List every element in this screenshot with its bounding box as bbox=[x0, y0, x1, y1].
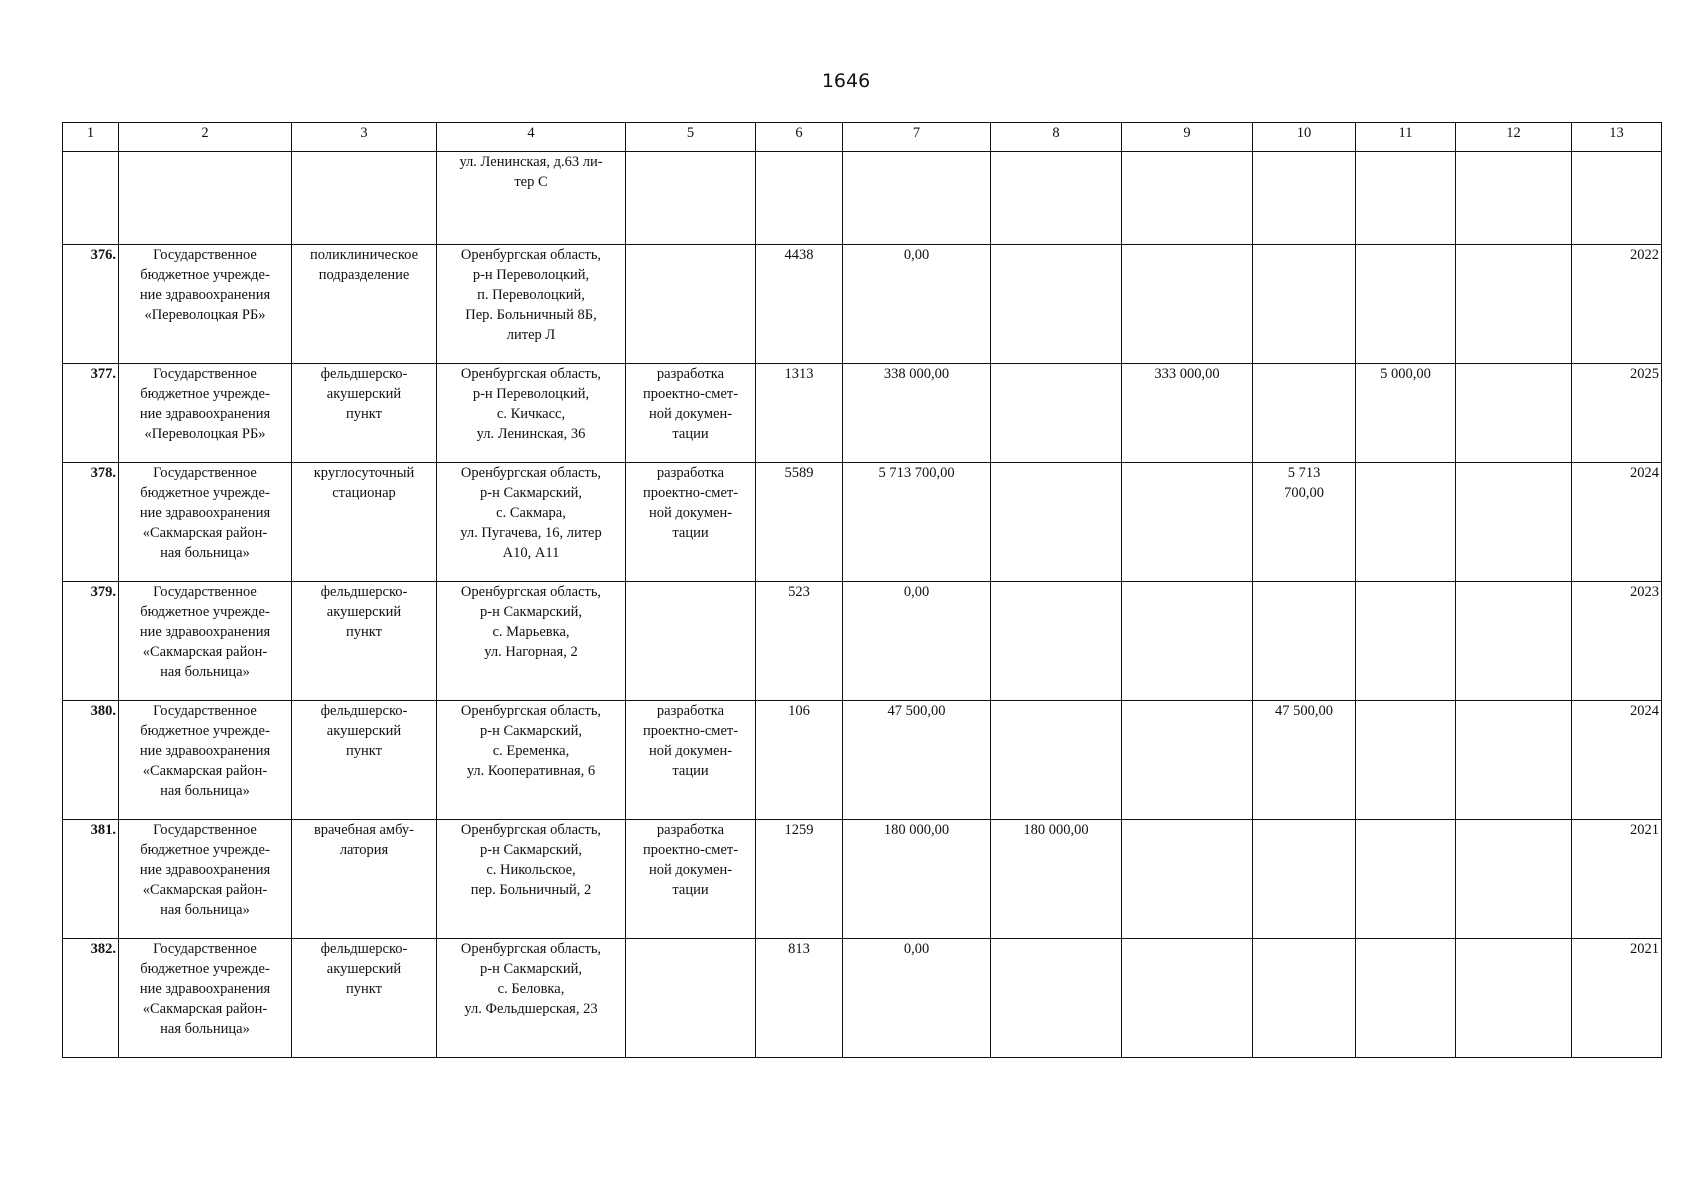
address-line: с. Никольское, bbox=[486, 862, 576, 878]
amount-col9-cell bbox=[1122, 245, 1253, 364]
facility-type-line: фельдшерско- bbox=[320, 703, 408, 719]
address-line: р-н Переволоцкий, bbox=[472, 386, 590, 402]
organization-cell bbox=[119, 939, 292, 1058]
address-line: Оренбургская область, bbox=[460, 822, 602, 838]
year-cell: 2023 bbox=[1572, 582, 1662, 701]
address-line: литер Л bbox=[506, 327, 556, 343]
address-cell bbox=[437, 245, 626, 364]
table-row bbox=[63, 582, 1662, 701]
address-cell bbox=[437, 463, 626, 582]
organization-line: ная больница» bbox=[160, 902, 250, 918]
organization-line: Государственное bbox=[153, 247, 257, 263]
organization-line: бюджетное учрежде- bbox=[140, 485, 270, 501]
facility-type-cell bbox=[292, 245, 437, 364]
amount-col9-cell bbox=[1122, 582, 1253, 701]
address-line: р-н Сакмарский, bbox=[479, 485, 582, 501]
row-number: 379. bbox=[63, 582, 119, 701]
organization-line: «Сакмарская район- bbox=[142, 882, 268, 898]
amount-col10-cell bbox=[1253, 701, 1356, 820]
organization-line: ная больница» bbox=[160, 664, 250, 680]
year-cell: 2025 bbox=[1572, 364, 1662, 463]
amount-col11-cell bbox=[1356, 463, 1456, 582]
amount-col9-cell bbox=[1122, 939, 1253, 1058]
organization-cell bbox=[119, 582, 292, 701]
address-line: с. Сакмара, bbox=[496, 505, 566, 521]
amount-col8-cell bbox=[991, 701, 1122, 820]
amount-col11-cell bbox=[1356, 701, 1456, 820]
facility-type-line: пункт bbox=[346, 406, 382, 422]
work-type-line: ной докумен- bbox=[648, 862, 733, 878]
total-amount-cell: 0,00 bbox=[843, 582, 991, 701]
facility-type-line: акушерский bbox=[326, 723, 402, 739]
facility-type-line: фельдшерско- bbox=[320, 366, 408, 382]
amount-col10-line: 47 500,00 bbox=[1275, 703, 1333, 719]
column-header: 6 bbox=[756, 123, 843, 152]
amount-col12-cell bbox=[1456, 939, 1572, 1058]
work-type-cell bbox=[626, 939, 756, 1058]
row-number: 381. bbox=[63, 820, 119, 939]
address-line: р-н Сакмарский, bbox=[479, 604, 582, 620]
amount-col12-cell bbox=[1456, 364, 1572, 463]
row-number: 376. bbox=[63, 245, 119, 364]
amount-col9-cell bbox=[1122, 701, 1253, 820]
address-line: с. Марьевка, bbox=[492, 624, 570, 640]
address-line: ул. Нагорная, 2 bbox=[484, 644, 578, 660]
amount-col10-cell bbox=[1253, 364, 1356, 463]
work-type-line: ной докумен- bbox=[648, 406, 733, 422]
amount-col8-cell bbox=[991, 245, 1122, 364]
address-line: ул. Фельдшерская, 23 bbox=[464, 1001, 598, 1017]
area-cell: 5589 bbox=[756, 463, 843, 582]
table-row bbox=[63, 364, 1662, 463]
organization-line: Государственное bbox=[153, 822, 257, 838]
year-cell: 2022 bbox=[1572, 245, 1662, 364]
total-amount-cell: 5 713 700,00 bbox=[843, 463, 991, 582]
address-cell bbox=[437, 152, 626, 245]
amount-col12-cell bbox=[1456, 701, 1572, 820]
amount-col11-cell bbox=[1356, 939, 1456, 1058]
continuation-row bbox=[63, 152, 1662, 245]
row-number: 380. bbox=[63, 701, 119, 820]
total-amount-cell: 47 500,00 bbox=[843, 701, 991, 820]
organization-line: «Сакмарская район- bbox=[142, 763, 268, 779]
row-number: 382. bbox=[63, 939, 119, 1058]
facility-type-line: фельдшерско- bbox=[320, 941, 408, 957]
address-line: А10, А11 bbox=[502, 545, 560, 561]
address-line: Оренбургская область, bbox=[460, 584, 602, 600]
total-amount-cell: 180 000,00 bbox=[843, 820, 991, 939]
amount-col10-cell bbox=[1253, 245, 1356, 364]
organization-line: ние здравоохранения bbox=[139, 862, 271, 878]
work-type-line: ной докумен- bbox=[648, 505, 733, 521]
organization-line: «Сакмарская район- bbox=[142, 525, 268, 541]
organization-line: ная больница» bbox=[160, 1021, 250, 1037]
work-type-cell bbox=[626, 463, 756, 582]
address-line: Оренбургская область, bbox=[460, 366, 602, 382]
amount-col9-cell: 333 000,00 bbox=[1122, 364, 1253, 463]
facility-type-line: поликлиническое bbox=[309, 247, 419, 263]
facility-type-line: круглосуточный bbox=[313, 465, 415, 481]
amount-col12-cell bbox=[1456, 463, 1572, 582]
organization-line: Государственное bbox=[153, 584, 257, 600]
area-cell: 106 bbox=[756, 701, 843, 820]
address-line: с. Беловка, bbox=[497, 981, 565, 997]
table-row bbox=[63, 939, 1662, 1058]
facility-type-line: фельдшерско- bbox=[320, 584, 408, 600]
column-header: 10 bbox=[1253, 123, 1356, 152]
facility-type-cell bbox=[292, 820, 437, 939]
address-line: р-н Сакмарский, bbox=[479, 842, 582, 858]
work-type-cell bbox=[626, 820, 756, 939]
address-cell bbox=[437, 701, 626, 820]
area-cell: 1259 bbox=[756, 820, 843, 939]
address-line: Оренбургская область, bbox=[460, 941, 602, 957]
work-type-line: разработка bbox=[656, 703, 725, 719]
address-line: Оренбургская область, bbox=[460, 247, 602, 263]
row-number: 377. bbox=[63, 364, 119, 463]
area-cell: 523 bbox=[756, 582, 843, 701]
amount-col8-cell bbox=[991, 364, 1122, 463]
organization-line: Государственное bbox=[153, 941, 257, 957]
facility-type-line: подразделение bbox=[318, 267, 410, 283]
facility-type-cell bbox=[292, 463, 437, 582]
work-type-line: тации bbox=[672, 426, 709, 442]
data-table bbox=[62, 122, 1662, 1058]
address-line: Оренбургская область, bbox=[460, 703, 602, 719]
work-type-line: ной докумен- bbox=[648, 743, 733, 759]
organization-line: «Переволоцкая РБ» bbox=[144, 307, 266, 323]
year-cell: 2021 bbox=[1572, 939, 1662, 1058]
work-type-line: тации bbox=[672, 882, 709, 898]
page-number: 1646 bbox=[821, 70, 871, 92]
total-amount-cell: 0,00 bbox=[843, 939, 991, 1058]
area-cell: 813 bbox=[756, 939, 843, 1058]
row-number: 378. bbox=[63, 463, 119, 582]
year-cell: 2024 bbox=[1572, 701, 1662, 820]
work-type-line: проектно-смет- bbox=[642, 386, 739, 402]
column-header: 12 bbox=[1456, 123, 1572, 152]
organization-cell bbox=[119, 364, 292, 463]
facility-type-line: акушерский bbox=[326, 604, 402, 620]
column-header: 7 bbox=[843, 123, 991, 152]
amount-col8-cell bbox=[991, 463, 1122, 582]
facility-type-line: врачебная амбу- bbox=[313, 822, 415, 838]
organization-line: бюджетное учрежде- bbox=[140, 961, 270, 977]
facility-type-line: латория bbox=[339, 842, 389, 858]
organization-cell bbox=[119, 820, 292, 939]
facility-type-line: пункт bbox=[346, 981, 382, 997]
column-header: 5 bbox=[626, 123, 756, 152]
address-line: тер С bbox=[514, 174, 548, 190]
table-row bbox=[63, 245, 1662, 364]
facility-type-cell bbox=[292, 701, 437, 820]
total-amount-cell: 0,00 bbox=[843, 245, 991, 364]
work-type-line: разработка bbox=[656, 822, 725, 838]
facility-type-cell bbox=[292, 364, 437, 463]
address-cell bbox=[437, 939, 626, 1058]
address-line: Пер. Больничный 8Б, bbox=[465, 307, 597, 323]
organization-line: Государственное bbox=[153, 366, 257, 382]
address-line: п. Переволоцкий, bbox=[477, 287, 585, 303]
amount-col12-cell bbox=[1456, 245, 1572, 364]
organization-line: ние здравоохранения bbox=[139, 624, 271, 640]
area-cell: 4438 bbox=[756, 245, 843, 364]
address-line: р-н Сакмарский, bbox=[479, 723, 582, 739]
amount-col11-cell bbox=[1356, 582, 1456, 701]
work-type-line: проектно-смет- bbox=[642, 842, 739, 858]
amount-col9-cell bbox=[1122, 463, 1253, 582]
table-row bbox=[63, 820, 1662, 939]
year-cell: 2024 bbox=[1572, 463, 1662, 582]
work-type-cell bbox=[626, 364, 756, 463]
amount-col10-cell bbox=[1253, 939, 1356, 1058]
amount-col8-cell bbox=[991, 939, 1122, 1058]
work-type-line: проектно-смет- bbox=[642, 485, 739, 501]
facility-type-cell bbox=[292, 582, 437, 701]
column-header: 3 bbox=[292, 123, 437, 152]
organization-line: Государственное bbox=[153, 465, 257, 481]
amount-col8-cell: 180 000,00 bbox=[991, 820, 1122, 939]
organization-cell bbox=[119, 463, 292, 582]
organization-line: «Переволоцкая РБ» bbox=[144, 426, 266, 442]
organization-line: ная больница» bbox=[160, 545, 250, 561]
organization-line: ние здравоохранения bbox=[139, 743, 271, 759]
column-header: 1 bbox=[63, 123, 119, 152]
amount-col10-cell bbox=[1253, 582, 1356, 701]
facility-type-cell bbox=[292, 939, 437, 1058]
organization-line: ние здравоохранения bbox=[139, 981, 271, 997]
work-type-line: разработка bbox=[656, 465, 725, 481]
organization-line: ние здравоохранения bbox=[139, 287, 271, 303]
work-type-cell bbox=[626, 701, 756, 820]
area-cell: 1313 bbox=[756, 364, 843, 463]
total-amount-cell: 338 000,00 bbox=[843, 364, 991, 463]
organization-cell bbox=[119, 701, 292, 820]
address-line: р-н Сакмарский, bbox=[479, 961, 582, 977]
address-line: с. Еременка, bbox=[492, 743, 570, 759]
address-line: ул. Ленинская, 36 bbox=[476, 426, 586, 442]
address-cell bbox=[437, 582, 626, 701]
amount-col10-cell bbox=[1253, 820, 1356, 939]
organization-line: ние здравоохранения bbox=[139, 406, 271, 422]
address-line: Оренбургская область, bbox=[460, 465, 602, 481]
table-row bbox=[63, 463, 1662, 582]
address-line: с. Кичкасс, bbox=[496, 406, 566, 422]
year-cell: 2021 bbox=[1572, 820, 1662, 939]
work-type-cell bbox=[626, 245, 756, 364]
address-line: ул. Пугачева, 16, литер bbox=[460, 525, 602, 541]
amount-col12-cell bbox=[1456, 820, 1572, 939]
address-cell bbox=[437, 820, 626, 939]
facility-type-line: акушерский bbox=[326, 386, 402, 402]
amount-col9-cell bbox=[1122, 820, 1253, 939]
address-line: ул. Ленинская, д.63 ли- bbox=[459, 154, 603, 170]
organization-line: «Сакмарская район- bbox=[142, 1001, 268, 1017]
work-type-cell bbox=[626, 582, 756, 701]
amount-col11-cell bbox=[1356, 820, 1456, 939]
work-type-line: разработка bbox=[656, 366, 725, 382]
column-header: 9 bbox=[1122, 123, 1253, 152]
address-line: пер. Больничный, 2 bbox=[470, 882, 592, 898]
organization-line: ная больница» bbox=[160, 783, 250, 799]
work-type-line: тации bbox=[672, 525, 709, 541]
work-type-line: проектно-смет- bbox=[642, 723, 739, 739]
facility-type-line: стационар bbox=[332, 485, 396, 501]
amount-col10-line: 700,00 bbox=[1284, 485, 1324, 501]
facility-type-line: пункт bbox=[346, 624, 382, 640]
column-header: 13 bbox=[1572, 123, 1662, 152]
table-body bbox=[63, 123, 1662, 1058]
amount-col12-cell bbox=[1456, 582, 1572, 701]
organization-line: ние здравоохранения bbox=[139, 505, 271, 521]
address-cell bbox=[437, 364, 626, 463]
organization-line: бюджетное учрежде- bbox=[140, 267, 270, 283]
organization-line: бюджетное учрежде- bbox=[140, 604, 270, 620]
address-line: ул. Кооперативная, 6 bbox=[466, 763, 596, 779]
amount-col11-cell bbox=[1356, 245, 1456, 364]
amount-col10-line: 5 713 bbox=[1287, 465, 1321, 481]
facility-type-line: пункт bbox=[346, 743, 382, 759]
organization-line: бюджетное учрежде- bbox=[140, 842, 270, 858]
organization-line: бюджетное учрежде- bbox=[140, 386, 270, 402]
address-line: р-н Переволоцкий, bbox=[472, 267, 590, 283]
column-header: 2 bbox=[119, 123, 292, 152]
column-number-row bbox=[63, 123, 1662, 152]
column-header: 11 bbox=[1356, 123, 1456, 152]
amount-col11-cell: 5 000,00 bbox=[1356, 364, 1456, 463]
organization-line: «Сакмарская район- bbox=[142, 644, 268, 660]
table-row bbox=[63, 701, 1662, 820]
organization-cell bbox=[119, 245, 292, 364]
column-header: 8 bbox=[991, 123, 1122, 152]
organization-line: Государственное bbox=[153, 703, 257, 719]
facility-type-line: акушерский bbox=[326, 961, 402, 977]
organization-line: бюджетное учрежде- bbox=[140, 723, 270, 739]
column-header: 4 bbox=[437, 123, 626, 152]
amount-col8-cell bbox=[991, 582, 1122, 701]
work-type-line: тации bbox=[672, 763, 709, 779]
amount-col10-cell bbox=[1253, 463, 1356, 582]
